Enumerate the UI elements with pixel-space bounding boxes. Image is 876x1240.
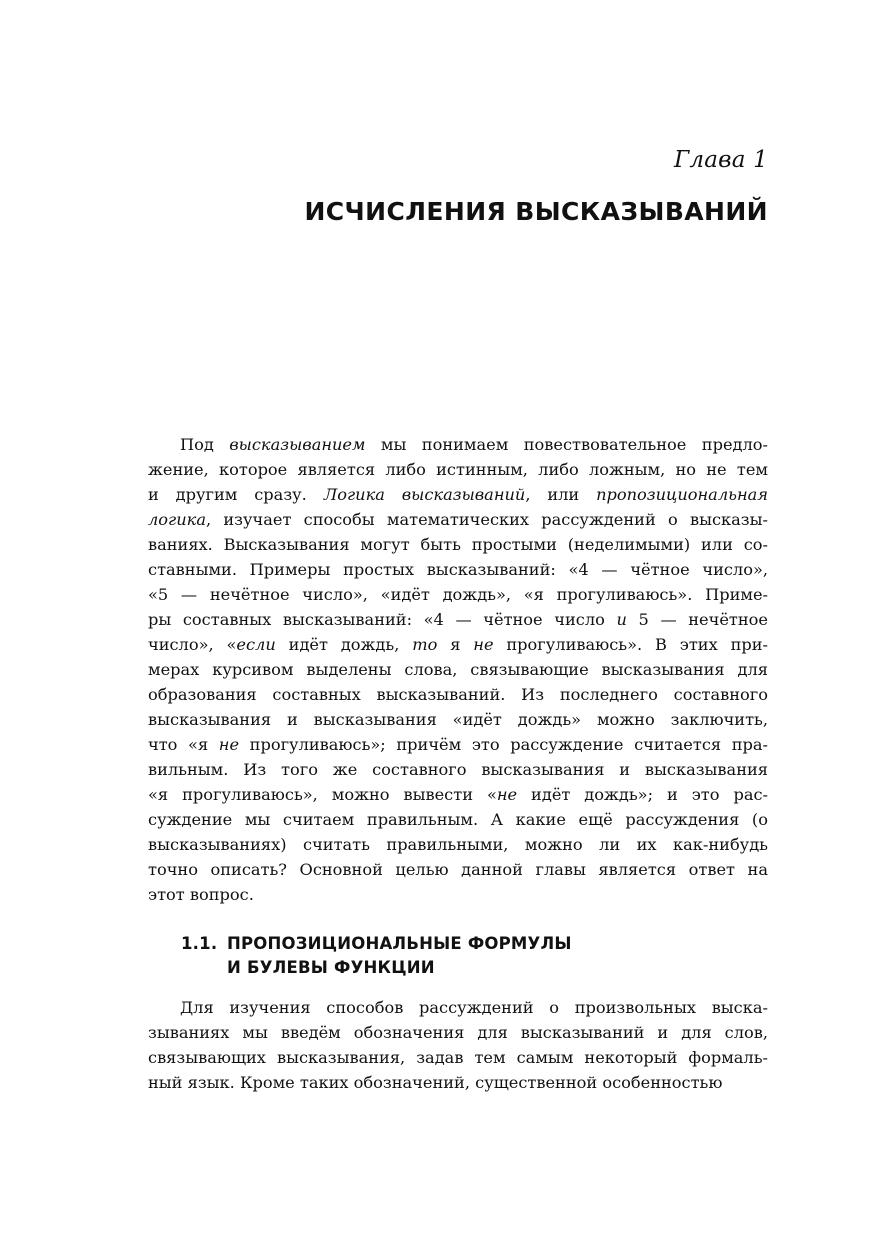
text-line [148, 657, 768, 682]
text-run: , изучает способы математических рассуждений о высказы- [205, 510, 768, 529]
text-run: высказываниях) считать правильными, можно ли их как-нибудь [148, 835, 768, 854]
text-line [148, 507, 768, 532]
text-line [148, 882, 768, 907]
text-run: , или [525, 485, 597, 504]
text-run: мы понимаем повествовательное предло- [365, 435, 768, 454]
italic-text: и [616, 610, 627, 629]
text-run: точно описать? Основной целью данной главы является ответ на [148, 860, 768, 879]
text-line [148, 857, 768, 882]
text-run: Для изучения способов рассуждений о произвольных выска- [180, 998, 768, 1017]
italic-text: Логика высказываний [323, 485, 526, 504]
text-line [148, 1070, 768, 1095]
italic-text: высказыванием [229, 435, 366, 454]
text-line [148, 757, 768, 782]
text-line [148, 995, 768, 1020]
text-line [148, 1045, 768, 1070]
italic-text: не [473, 635, 494, 654]
text-line [148, 707, 768, 732]
text-run: что «я [148, 735, 219, 754]
text-line [148, 632, 768, 657]
italic-text: не [496, 785, 518, 804]
text-run: Под [180, 435, 230, 454]
text-run: этот вопрос. [148, 885, 254, 904]
text-line [148, 1020, 768, 1045]
text-run: образования составных высказываний. Из последнего составного [148, 685, 768, 704]
text-run: и другим сразу. [148, 485, 324, 504]
text-line [148, 557, 768, 582]
text-run: прогуливаюсь»; причём это рассуждение считается пра- [239, 735, 768, 754]
text-run: ваниях. Высказывания могут быть простыми (неделимыми) или со- [148, 535, 768, 554]
chapter-title: ИСЧИСЛЕНИЯ ВЫСКАЗЫВАНИЙ [304, 197, 768, 226]
text-run: жение, которое является либо истинным, либо ложным, но не тем [148, 460, 768, 479]
text-line [148, 807, 768, 832]
text-run: ставными. Примеры простых высказываний: «4 — чётное число», [148, 560, 768, 579]
text-run: зываниях мы введём обозначения для высказываний и для слов, [148, 1023, 768, 1042]
text-line [148, 832, 768, 857]
text-run: связывающих высказывания, задав тем самым некоторый формаль- [148, 1048, 768, 1067]
italic-text: то [412, 635, 438, 654]
text-line [148, 582, 768, 607]
text-line [148, 607, 768, 632]
italic-text: если [236, 635, 276, 654]
text-run: идёт дождь»; и это рас- [517, 785, 769, 804]
section-paragraph [148, 995, 768, 1095]
text-run: 5 — нечётное [626, 610, 768, 629]
section-title-line-2: И БУЛЕВЫ ФУНКЦИИ [227, 958, 435, 977]
text-run: ный язык. Кроме таких обозначений, существенной особенностью [148, 1073, 723, 1092]
italic-text: пропозициональная [596, 485, 768, 504]
text-line [148, 457, 768, 482]
text-line [148, 432, 768, 457]
text-run: прогуливаюсь». В этих при- [493, 635, 768, 654]
italic-text: логика [148, 510, 206, 529]
text-line [148, 682, 768, 707]
text-line [148, 732, 768, 757]
chapter-number: Глава 1 [673, 147, 768, 173]
text-run: «я прогуливаюсь», можно вывести « [148, 785, 497, 804]
text-run: высказывания и высказывания «идёт дождь» можно заключить, [148, 710, 768, 729]
section-heading [181, 932, 572, 980]
text-line [148, 782, 768, 807]
text-run: «5 — нечётное число», «идёт дождь», «я прогуливаюсь». Приме- [148, 585, 768, 604]
text-run: вильным. Из того же составного высказывания и высказывания [148, 760, 768, 779]
text-run: мерах курсивом выделены слова, связывающие высказывания для [148, 660, 768, 679]
text-run: число», « [148, 635, 237, 654]
text-run: суждение мы считаем правильным. А какие ещё рассуждения (о [148, 810, 768, 829]
text-run: идёт дождь, [275, 635, 413, 654]
text-run: я [437, 635, 474, 654]
section-number: 1.1. [181, 934, 218, 953]
text-line [148, 532, 768, 557]
section-title-line-1: ПРОПОЗИЦИОНАЛЬНЫЕ ФОРМУЛЫ [227, 934, 572, 953]
text-line [148, 482, 768, 507]
italic-text: не [218, 735, 240, 754]
intro-paragraph [148, 432, 768, 907]
text-run: ры составных высказываний: «4 — чётное число [148, 610, 617, 629]
